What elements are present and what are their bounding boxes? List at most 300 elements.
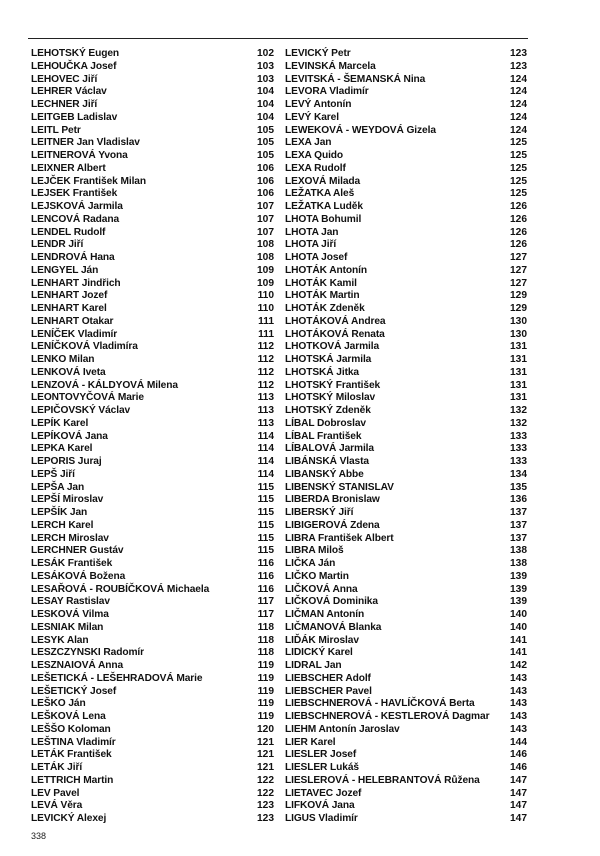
entry-page: 124 <box>510 111 527 123</box>
entry-name: LETTRICH Martin <box>31 774 114 786</box>
index-entry <box>285 392 527 405</box>
index-entry <box>285 405 527 418</box>
index-entry <box>285 596 527 609</box>
entry-page: 113 <box>257 417 274 429</box>
entry-name: LENKO Milan <box>31 354 95 365</box>
entry-page: 124 <box>510 86 527 98</box>
entry-name: LEPKA Karel <box>31 443 93 455</box>
index-entry <box>31 125 274 138</box>
entry-name: LHOTÁK Kamil <box>285 277 357 289</box>
entry-page: 147 <box>510 774 527 786</box>
entry-name: LÍBAL František <box>285 430 362 442</box>
entry-page: 123 <box>257 813 274 824</box>
index-entry <box>285 673 527 686</box>
index-entry <box>31 74 274 87</box>
entry-name: LECHNER Jiří <box>31 99 98 110</box>
entry-page: 116 <box>257 558 274 569</box>
index-entry <box>285 456 527 469</box>
index-entry <box>285 201 527 214</box>
index-entry <box>285 380 527 393</box>
entry-page: 131 <box>510 366 527 378</box>
entry-name: LIDRAL Jan <box>285 660 342 671</box>
index-entry <box>285 482 527 495</box>
entry-name: LIBERDA Bronislaw <box>285 494 380 506</box>
index-entry <box>31 227 274 240</box>
entry-name: LESKOVÁ Vilma <box>31 609 109 620</box>
entry-name: LEVORA Vladimír <box>285 86 369 98</box>
index-entry <box>285 61 527 74</box>
index-entry <box>285 762 527 775</box>
index-entry <box>31 405 274 418</box>
entry-name: LEŠETICKÁ - LEŠEHRADOVÁ Marie <box>31 672 203 684</box>
entry-page: 143 <box>510 698 527 710</box>
entry-page: 126 <box>510 226 527 238</box>
index-entry <box>285 290 527 303</box>
index-entry <box>31 265 274 278</box>
index-entry <box>31 112 274 125</box>
entry-page: 119 <box>257 685 274 697</box>
entry-name: LEVINSKÁ Marcela <box>285 60 376 72</box>
entry-name: LEVÝ Karel <box>285 111 339 123</box>
entry-page: 114 <box>257 443 274 455</box>
index-entry <box>285 137 527 150</box>
entry-page: 125 <box>510 188 527 200</box>
entry-name: LENDROVÁ Hana <box>31 252 115 263</box>
index-entry <box>285 698 527 711</box>
entry-name: LIČKOVÁ Dominika <box>285 596 378 608</box>
entry-page: 111 <box>258 328 274 340</box>
entry-page: 125 <box>510 137 527 149</box>
index-entry <box>31 775 274 788</box>
entry-page: 132 <box>510 417 527 429</box>
entry-name: LÍBAL Dobroslav <box>285 417 366 429</box>
entry-page: 116 <box>257 570 274 582</box>
entry-page: 111 <box>258 315 274 327</box>
index-entry <box>31 520 274 533</box>
entry-name: LHOTÁKOVÁ Renata <box>285 328 385 340</box>
entry-page: 124 <box>510 124 527 136</box>
index-entry <box>31 647 274 660</box>
entry-name: LÍBALOVÁ Jarmila <box>285 443 374 455</box>
index-entry <box>285 813 527 826</box>
index-entry <box>285 86 527 99</box>
entry-page: 130 <box>510 315 527 327</box>
entry-name: LIĎÁK Miroslav <box>285 634 359 646</box>
index-entry <box>31 686 274 699</box>
entry-page: 122 <box>257 787 274 799</box>
entry-name: LEJSKOVÁ Jarmila <box>31 201 123 212</box>
entry-name: LHOTSKÁ Jarmila <box>285 354 372 365</box>
index-entry <box>31 61 274 74</box>
entry-name: LEITL Petr <box>31 124 81 136</box>
index-entry <box>285 329 527 342</box>
index-entry <box>31 749 274 762</box>
entry-name: LHOTA Jiří <box>285 239 337 251</box>
entry-name: LEPÍK Karel <box>31 417 89 429</box>
entry-page: 110 <box>257 290 274 302</box>
index-entry <box>31 622 274 635</box>
entry-name: LENGYEL Ján <box>31 264 99 276</box>
entry-page: 104 <box>257 86 274 98</box>
entry-name: LEŽATKA Luděk <box>285 201 363 212</box>
entry-page: 123 <box>257 800 274 812</box>
index-entry <box>31 354 274 367</box>
index-entry <box>31 86 274 99</box>
entry-name: LENHART Jindřich <box>31 277 121 289</box>
entry-page: 127 <box>510 264 527 276</box>
entry-page: 126 <box>510 239 527 251</box>
entry-page: 140 <box>510 621 527 633</box>
index-entry <box>31 443 274 456</box>
entry-page: 141 <box>510 647 527 659</box>
entry-name: LEVICKÝ Alexej <box>31 813 107 824</box>
entry-page: 121 <box>257 736 274 748</box>
top-divider <box>28 38 528 39</box>
entry-name: LHOTSKÝ Miloslav <box>285 392 376 404</box>
entry-name: LIBRA František Albert <box>285 532 394 544</box>
index-entry <box>285 686 527 699</box>
index-entry <box>285 341 527 354</box>
entry-name: LEPŠÍK Jan <box>31 507 88 518</box>
index-entry <box>285 316 527 329</box>
entry-page: 133 <box>510 456 527 467</box>
entry-page: 134 <box>510 468 527 480</box>
entry-page: 106 <box>257 162 274 174</box>
entry-name: LEXOVÁ Milada <box>285 175 361 187</box>
entry-name: LEHRER Václav <box>31 86 107 98</box>
entry-name: LIETAVEC Jozef <box>285 787 362 799</box>
entry-page: 129 <box>510 303 527 314</box>
entry-name: LERCH Karel <box>31 519 94 531</box>
entry-page: 105 <box>257 137 274 149</box>
entry-page: 107 <box>257 201 274 212</box>
index-entry <box>285 367 527 380</box>
entry-page: 105 <box>257 124 274 136</box>
entry-page: 112 <box>257 341 274 353</box>
entry-page: 131 <box>510 354 527 365</box>
entry-page: 119 <box>257 698 274 710</box>
entry-page: 131 <box>510 341 527 353</box>
entry-name: LIER Karel <box>285 736 336 748</box>
entry-page: 124 <box>510 73 527 85</box>
index-entry <box>285 125 527 138</box>
entry-name: LEONTOVYČOVÁ Marie <box>31 392 144 404</box>
entry-name: LHOTSKÝ Zdeněk <box>285 405 371 416</box>
entry-page: 115 <box>257 494 274 506</box>
entry-name: LEPŠÍ Miroslav <box>31 494 104 506</box>
entry-page: 104 <box>257 99 274 110</box>
index-column-left <box>31 48 274 826</box>
entry-name: LEXA Jan <box>285 137 332 149</box>
entry-page: 121 <box>257 749 274 761</box>
entry-name: LENHART Karel <box>31 303 107 314</box>
entry-name: LHOTKOVÁ Jarmila <box>285 341 380 353</box>
entry-page: 129 <box>510 290 527 302</box>
entry-name: LHOTSKÝ František <box>285 379 381 391</box>
entry-page: 108 <box>257 252 274 263</box>
entry-page: 131 <box>510 392 527 404</box>
index-entry <box>31 290 274 303</box>
entry-name: LEVICKÝ Petr <box>285 48 351 59</box>
entry-page: 125 <box>510 150 527 161</box>
index-entry <box>285 558 527 571</box>
entry-name: LENHART Otakar <box>31 315 114 327</box>
index-entry <box>31 278 274 291</box>
entry-page: 117 <box>257 609 274 620</box>
index-entry <box>285 788 527 801</box>
entry-name: LEV Pavel <box>31 787 80 799</box>
entry-page: 127 <box>510 277 527 289</box>
index-entry <box>31 545 274 558</box>
index-entry <box>285 584 527 597</box>
index-entry <box>285 737 527 750</box>
index-entry <box>285 48 527 61</box>
entry-page: 114 <box>257 456 274 467</box>
entry-name: LENÍČEK Vladimír <box>31 328 118 340</box>
index-entry <box>285 188 527 201</box>
index-entry <box>31 482 274 495</box>
index-entry <box>31 609 274 622</box>
entry-name: LENDR Jiří <box>31 239 84 251</box>
entry-page: 123 <box>510 60 527 72</box>
entry-name: LIDICKÝ Karel <box>285 647 353 659</box>
entry-name: LEVÁ Věra <box>31 800 83 812</box>
entry-page: 123 <box>510 48 527 59</box>
entry-page: 114 <box>257 430 274 442</box>
index-entry <box>31 800 274 813</box>
entry-name: LHOTA Bohumil <box>285 213 362 225</box>
entry-page: 115 <box>257 532 274 544</box>
index-entry <box>31 431 274 444</box>
index-entry <box>31 724 274 737</box>
entry-page: 115 <box>257 519 274 531</box>
index-entry <box>285 150 527 163</box>
entry-name: LENHART Jozef <box>31 290 108 302</box>
entry-name: LEVÝ Antonín <box>285 99 352 110</box>
entry-name: LEIXNER Albert <box>31 162 106 174</box>
entry-page: 143 <box>510 672 527 684</box>
entry-name: LEITGEB Ladislav <box>31 111 118 123</box>
index-entry <box>31 252 274 265</box>
entry-name: LHOTA Jan <box>285 226 339 238</box>
entry-name: LIČKO Martin <box>285 570 349 582</box>
entry-name: LESÁKOVÁ Božena <box>31 570 126 582</box>
entry-page: 137 <box>510 519 527 531</box>
entry-name: LIESLER Lukáš <box>285 762 359 773</box>
index-entry <box>285 545 527 558</box>
page-number: 338 <box>31 831 47 841</box>
entry-page: 146 <box>510 749 527 761</box>
entry-page: 130 <box>510 328 527 340</box>
entry-page: 109 <box>257 277 274 289</box>
entry-name: LENZOVÁ - KÁLDYOVÁ Milena <box>31 379 178 391</box>
index-entry <box>31 214 274 227</box>
index-entry <box>285 74 527 87</box>
entry-page: 139 <box>510 570 527 582</box>
entry-page: 119 <box>257 711 274 722</box>
entry-page: 127 <box>510 252 527 263</box>
index-entry <box>31 367 274 380</box>
index-entry <box>285 265 527 278</box>
entry-page: 114 <box>257 468 274 480</box>
entry-name: LEHOTSKÝ Eugen <box>31 48 120 59</box>
index-entry <box>285 724 527 737</box>
entry-page: 107 <box>257 226 274 238</box>
index-entry <box>285 176 527 189</box>
index-entry <box>31 788 274 801</box>
index-entry <box>285 163 527 176</box>
index-entry <box>31 201 274 214</box>
entry-name: LIFKOVÁ Jana <box>285 800 355 812</box>
entry-name: LIČMANOVÁ Blanka <box>285 621 382 633</box>
entry-name: LIBENSKÝ STANISLAV <box>285 481 394 493</box>
entry-name: LIEBSCHNEROVÁ - KESTLEROVÁ Dagmar <box>285 711 490 722</box>
entry-page: 143 <box>510 711 527 722</box>
index-entry <box>31 596 274 609</box>
entry-name: LESAY Rastislav <box>31 596 110 608</box>
entry-name: LESNIAK Milan <box>31 621 104 633</box>
index-entry <box>31 392 274 405</box>
index-entry <box>285 303 527 316</box>
entry-page: 110 <box>257 303 274 314</box>
index-entry <box>285 571 527 584</box>
index-entry <box>31 571 274 584</box>
index-entry <box>285 660 527 673</box>
entry-page: 133 <box>510 443 527 455</box>
index-entry <box>31 137 274 150</box>
entry-page: 112 <box>257 366 274 378</box>
index-entry <box>31 188 274 201</box>
index-entry <box>285 112 527 125</box>
index-entry <box>31 176 274 189</box>
entry-name: LEPÍKOVÁ Jana <box>31 430 108 442</box>
entry-page: 139 <box>510 596 527 608</box>
entry-page: 147 <box>510 800 527 812</box>
entry-page: 143 <box>510 723 527 735</box>
index-entry <box>285 214 527 227</box>
entry-name: LIEBSCHER Adolf <box>285 672 371 684</box>
entry-page: 131 <box>510 379 527 391</box>
index-entry <box>285 609 527 622</box>
index-column-right <box>285 48 527 826</box>
entry-name: LEŽATKA Aleš <box>285 188 355 200</box>
index-entry <box>31 99 274 112</box>
entry-name: LENÍČKOVÁ Vladimíra <box>31 341 138 353</box>
index-entry <box>31 584 274 597</box>
index-entry <box>285 622 527 635</box>
index-entry <box>285 354 527 367</box>
index-entry <box>31 533 274 546</box>
entry-name: LEPORIS Juraj <box>31 456 102 467</box>
index-entry <box>31 660 274 673</box>
entry-name: LETÁK Jiří <box>31 762 83 773</box>
entry-name: LERCHNER Gustáv <box>31 545 124 557</box>
index-entry <box>285 800 527 813</box>
entry-page: 119 <box>257 672 274 684</box>
entry-page: 119 <box>257 660 274 671</box>
entry-name: LESZNAIOVÁ Anna <box>31 660 124 671</box>
entry-page: 108 <box>257 239 274 251</box>
entry-page: 121 <box>257 762 274 773</box>
index-entry <box>31 558 274 571</box>
entry-name: LEXA Quido <box>285 150 344 161</box>
entry-name: LIEBSCHNEROVÁ - HAVLÍČKOVÁ Berta <box>285 698 475 710</box>
entry-name: LHOTÁK Zdeněk <box>285 303 365 314</box>
index-entry <box>31 711 274 724</box>
entry-name: LIEBSCHER Pavel <box>285 685 372 697</box>
entry-page: 107 <box>257 213 274 225</box>
index-entry <box>31 303 274 316</box>
entry-name: LEPŠA Jan <box>31 481 85 493</box>
entry-page: 102 <box>257 48 274 59</box>
entry-page: 124 <box>510 99 527 110</box>
entry-name: LENDEL Rudolf <box>31 226 106 238</box>
entry-name: LIGUS Vladimír <box>285 813 358 824</box>
entry-page: 147 <box>510 813 527 824</box>
entry-page: 113 <box>257 405 274 416</box>
index-entry <box>285 431 527 444</box>
entry-name: LEVITSKÁ - ŠEMANSKÁ Nina <box>285 73 426 85</box>
entry-page: 120 <box>257 723 274 735</box>
entry-page: 140 <box>510 609 527 620</box>
entry-name: LIBRA Miloš <box>285 545 344 557</box>
index-entry <box>31 673 274 686</box>
entry-name: LIEHM Antonín Jaroslav <box>285 723 400 735</box>
entry-name: LHOTA Josef <box>285 252 348 263</box>
index-entry <box>31 635 274 648</box>
entry-page: 115 <box>257 545 274 557</box>
index-entry <box>31 329 274 342</box>
index-entry <box>285 775 527 788</box>
entry-page: 126 <box>510 201 527 212</box>
index-entry <box>31 737 274 750</box>
entry-page: 138 <box>510 558 527 569</box>
index-entry <box>31 762 274 775</box>
index-entry <box>31 813 274 826</box>
entry-page: 106 <box>257 188 274 200</box>
entry-name: LEJSEK František <box>31 188 118 200</box>
entry-name: LEŠTINA Vladimír <box>31 736 116 748</box>
entry-name: LIBERSKÝ Jiří <box>285 507 354 518</box>
entry-page: 132 <box>510 405 527 416</box>
entry-name: LENCOVÁ Radana <box>31 213 120 225</box>
index-entry <box>31 316 274 329</box>
entry-page: 135 <box>510 481 527 493</box>
entry-page: 118 <box>257 647 274 659</box>
entry-name: LIČKOVÁ Anna <box>285 583 358 595</box>
entry-name: LHOTÁKOVÁ Andrea <box>285 315 386 327</box>
entry-page: 142 <box>510 660 527 671</box>
entry-name: LIČKA Ján <box>285 558 336 569</box>
index-entry <box>285 520 527 533</box>
entry-name: LEŠŠO Koloman <box>31 723 111 735</box>
entry-name: LEJČEK František Milan <box>31 175 146 187</box>
entry-page: 104 <box>257 111 274 123</box>
entry-page: 126 <box>510 213 527 225</box>
index-entry <box>285 469 527 482</box>
index-entry <box>31 494 274 507</box>
entry-page: 137 <box>510 532 527 544</box>
entry-name: LHOTÁK Antonín <box>285 264 367 276</box>
entry-page: 113 <box>257 392 274 404</box>
entry-page: 139 <box>510 583 527 595</box>
entry-name: LIESLER Josef <box>285 749 357 761</box>
entry-page: 133 <box>510 430 527 442</box>
entry-page: 109 <box>257 264 274 276</box>
entry-name: LESYK Alan <box>31 634 89 646</box>
index-entry <box>31 239 274 252</box>
index-entry <box>31 163 274 176</box>
